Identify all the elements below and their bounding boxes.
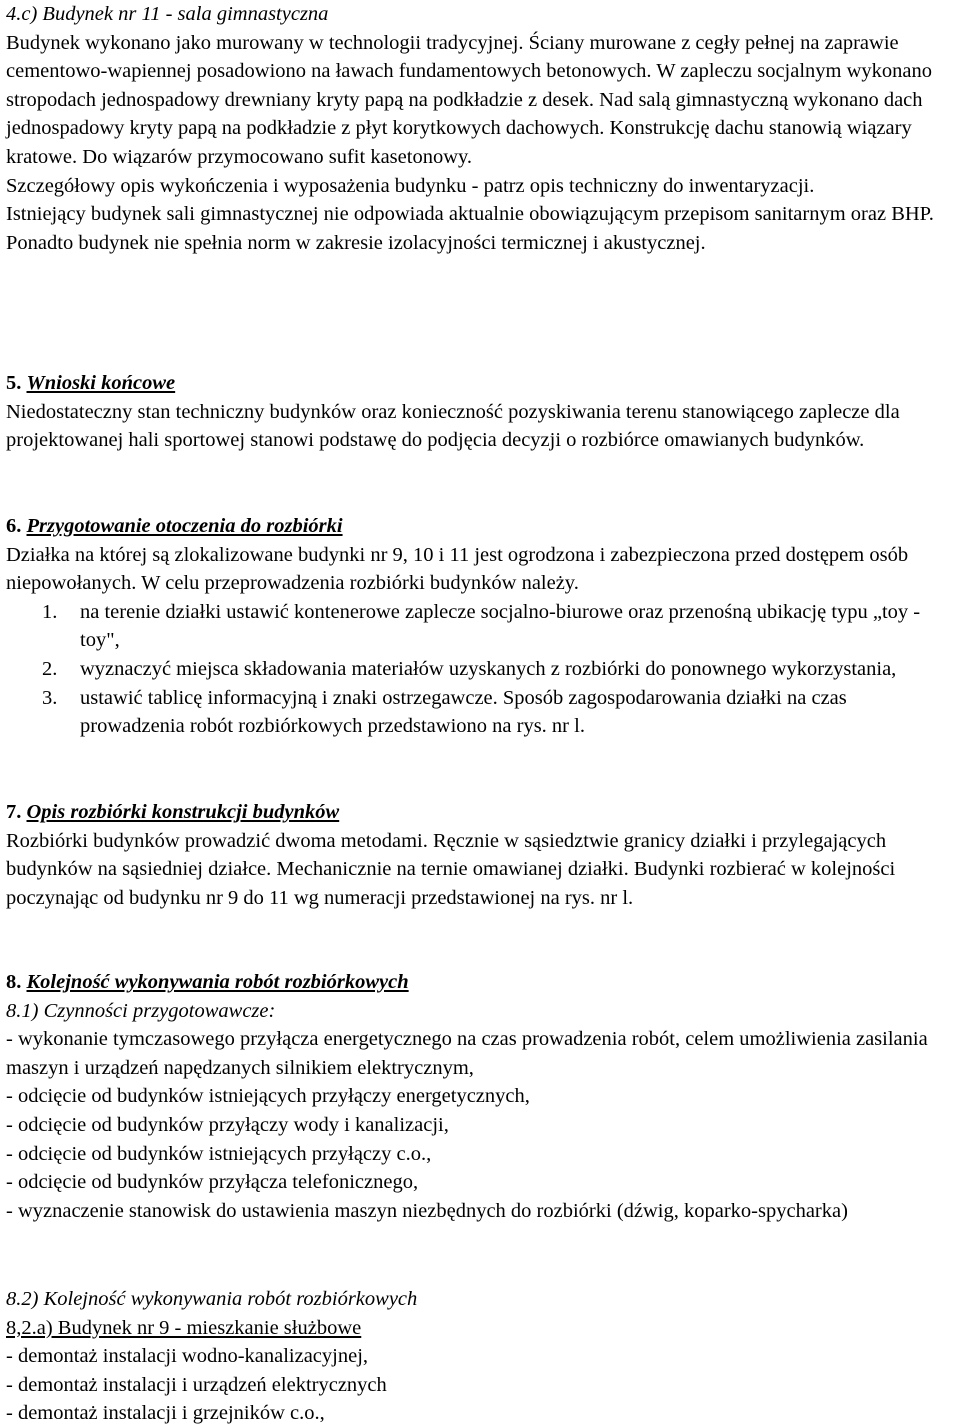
subsection-8-2-title: 8.2) Kolejność wykonywania robót rozbiórkowych (6, 1288, 418, 1310)
list-item: - odcięcie od budynków istniejących przyłączy energetycznych, (6, 1085, 530, 1108)
section-6-paragraph: Działka na której są zlokalizowane budynki nr 9, 10 i 11 jest ogrodzona i zabezpieczona przed dostępem osób niepowołanych. W celu przeprowadzenia rozbiórki budynków należy. (6, 543, 909, 595)
list-item-text: wyznaczyć miejsca składowania materiałów uzyskanych z rozbiórki do ponownego wykorzystania, (80, 657, 897, 680)
section-6-heading (6, 512, 954, 541)
section-7-number: 7. (6, 801, 22, 823)
list-item (6, 598, 954, 655)
section-7-paragraph: Rozbiórki budynków prowadzić dwoma metodami. Ręcznie w sąsiedztwie granicy działki i przylegających budynków na sąsiedniej działce. Mechanicznie na ternie omawianej działki. Budynki rozbierać w kolejności poczynając od budynku nr 9 do 11 wg numeracji przedstawionej na rys. nr l. (6, 829, 896, 909)
subsection-8-1-title: 8.1) Czynności przygotowawcze: (6, 999, 276, 1022)
section-7 (6, 798, 954, 912)
section-4c (6, 0, 954, 257)
section-5-title: Wnioski końcowe (26, 372, 176, 394)
list-item-text: na terenie działki ustawić kontenerowe zaplecze socjalno-biurowe oraz przenośną ubikację typu „toy - toy", (80, 600, 921, 652)
section-5-heading (6, 369, 954, 398)
list-item-number: 1. (42, 600, 58, 623)
list-item-text: ustawić tablicę informacyjną i znaki ostrzegawcze. Sposób zagospodarowania działki na czas prowadzenia robót rozbiórkowych przedstawiono na rys. nr l. (80, 686, 847, 738)
list-item: - demontaż instalacji wodno-kanalizacyjnej, (6, 1345, 369, 1368)
section-6-list (6, 598, 954, 741)
section-4c-paragraph-3: Istniejący budynek sali gimnastycznej nie odpowiada aktualnie obowiązującym przepisom sanitarnym oraz BHP. Ponadto budynek nie spełnia norm w zakresie izolacyjności termicznej i akustycznej. (6, 203, 934, 254)
subsection-8-2a-list (6, 1342, 954, 1428)
list-item (6, 684, 954, 741)
section-8-heading (6, 968, 954, 997)
section-8-title: Kolejność wykonywania robót rozbiórkowych (26, 971, 409, 993)
subsection-8-1-list (6, 1025, 954, 1225)
list-item-number: 2. (42, 657, 58, 680)
section-5 (6, 369, 954, 455)
list-item-number: 3. (42, 686, 58, 709)
section-7-title: Opis rozbiórki konstrukcji budynków (26, 801, 340, 823)
list-item: - odcięcie od budynków istniejących przyłączy c.o., (6, 1142, 432, 1165)
list-item (6, 655, 954, 684)
section-6-number: 6. (6, 515, 22, 537)
section-8 (6, 968, 954, 1225)
section-4c-paragraph-1: Budynek wykonano jako murowany w technologii tradycyjnej. Ściany murowane z cegły pełnej na zaprawie cementowo-wapiennej posadowiono na ławach fundamentowych betonowych. W zapleczu socjalnym wykonano stropodach jednospadowy drewniany kryty papą na podkładzie z desek. Nad salą gimnastyczną wykonano dach jednospadowy kryty papą na podkładzie z płyt korytkowych dachowych. Konstrukcję dachu stanowią wiązary kratowe. Do wiązarów przymocowano sufit kasetonowy. (6, 31, 933, 168)
section-4c-title: 4.c) Budynek nr 11 - sala gimnastyczna (6, 3, 329, 25)
section-6 (6, 512, 954, 741)
section-5-paragraph: Niedostateczny stan techniczny budynków oraz konieczność pozyskiwania terenu stanowiącego zaplecze dla projektowanej hali sportowej stanowi podstawę do podjęcia decyzji o rozbiórce omawianych budynków. (6, 400, 900, 452)
section-8-number: 8. (6, 971, 22, 993)
list-item: - wyznaczenie stanowisk do ustawienia maszyn niezbędnych do rozbiórki (dźwig, koparko-spycharka) (6, 1199, 848, 1222)
subsection-8-2 (6, 1285, 954, 1428)
list-item: - demontaż instalacji i urządzeń elektrycznych (6, 1373, 387, 1396)
list-item: - odcięcie od budynków przyłączy wody i kanalizacji, (6, 1113, 449, 1136)
list-item: - wykonanie tymczasowego przyłącza energetycznego na czas prowadzenia robót, celem umożliwienia zasilania maszyn i urządzeń napędzanych silnikiem elektrycznym, (6, 1028, 928, 1079)
section-6-title: Przygotowanie otoczenia do rozbiórki (26, 515, 343, 537)
subsection-8-2a-title: 8,2.a) Budynek nr 9 - mieszkanie służbowe (6, 1316, 362, 1339)
section-4c-paragraph-2: Szczegółowy opis wykończenia i wyposażenia budynku - patrz opis techniczny do inwentaryzacji. (6, 174, 815, 197)
section-5-number: 5. (6, 372, 22, 394)
list-item: - odcięcie od budynków przyłącza telefonicznego, (6, 1171, 419, 1194)
list-item: - demontaż instalacji i grzejników c.o., (6, 1402, 325, 1425)
section-7-heading (6, 798, 954, 827)
